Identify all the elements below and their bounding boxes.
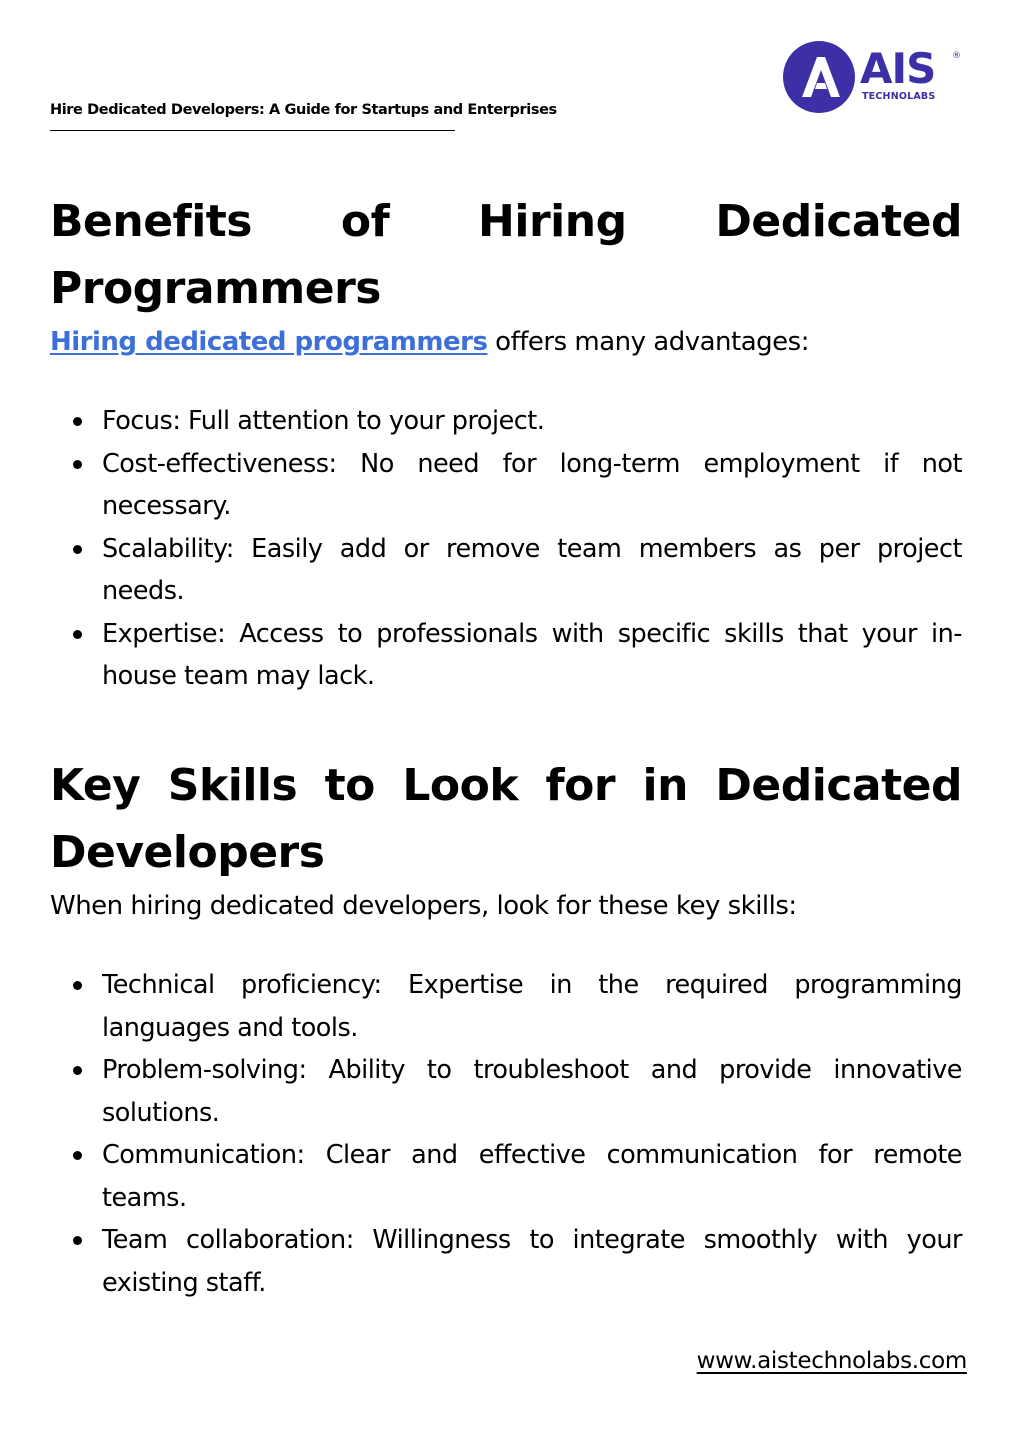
benefits-section	[50, 188, 962, 698]
list-item-text: Focus: Full attention to your project.	[102, 406, 545, 436]
benefits-list	[50, 400, 962, 698]
benefits-intro-text: offers many advantages:	[487, 327, 809, 357]
benefits-heading: Benefits of Hiring Dedicated Programmers	[50, 196, 962, 314]
list-item-text: Communication: Clear and effective communication for remote teams.	[102, 1140, 962, 1213]
list-item	[50, 443, 962, 528]
website-link[interactable]: www.aistechnolabs.com	[696, 1348, 967, 1374]
key-skills-list	[50, 964, 962, 1304]
bullet-icon	[73, 630, 82, 639]
key-skills-heading: Key Skills to Look for in Dedicated Developers	[50, 760, 962, 878]
logo-registered-mark: ®	[952, 51, 961, 61]
company-logo	[782, 40, 967, 114]
bullet-icon	[73, 1236, 82, 1245]
logo-subtitle: TECHNOLABS	[862, 91, 936, 102]
bullet-icon	[73, 1066, 82, 1075]
bullet-icon	[73, 1151, 82, 1160]
list-item	[50, 400, 962, 443]
bullet-icon	[73, 417, 82, 426]
logo-wordmark	[860, 44, 964, 107]
key-skills-section	[50, 752, 962, 1304]
list-item-text: Expertise: Access to professionals with specific skills that your in-house team may lack.	[102, 618, 962, 691]
list-item-text: Team collaboration: Willingness to integrate smoothly with your existing staff.	[102, 1225, 962, 1298]
list-item	[50, 1219, 962, 1304]
logo-name: AIS	[860, 44, 936, 93]
list-item-text: Technical proficiency: Expertise in the required programming languages and tools.	[102, 970, 962, 1043]
header-divider	[50, 130, 455, 131]
benefits-intro	[50, 322, 962, 362]
list-item	[50, 1049, 962, 1134]
bullet-icon	[73, 545, 82, 554]
list-item-text: Cost-effectiveness: No need for long-term employment if not necessary.	[102, 448, 962, 521]
list-item	[50, 613, 962, 698]
document-header-title: Hire Dedicated Developers: A Guide for Startups and Enterprises	[50, 102, 557, 118]
list-item-text: Scalability: Easily add or remove team members as per project needs.	[102, 533, 962, 606]
list-item	[50, 964, 962, 1049]
hiring-dedicated-programmers-link[interactable]: Hiring dedicated programmers	[50, 327, 488, 357]
list-item	[50, 1134, 962, 1219]
list-item	[50, 528, 962, 613]
bullet-icon	[73, 460, 82, 469]
bullet-icon	[73, 981, 82, 990]
key-skills-intro: When hiring dedicated developers, look for these key skills:	[50, 891, 797, 921]
list-item-text: Problem-solving: Ability to troubleshoot and provide innovative solutions.	[102, 1055, 962, 1128]
ais-a-logo-icon	[782, 40, 856, 114]
